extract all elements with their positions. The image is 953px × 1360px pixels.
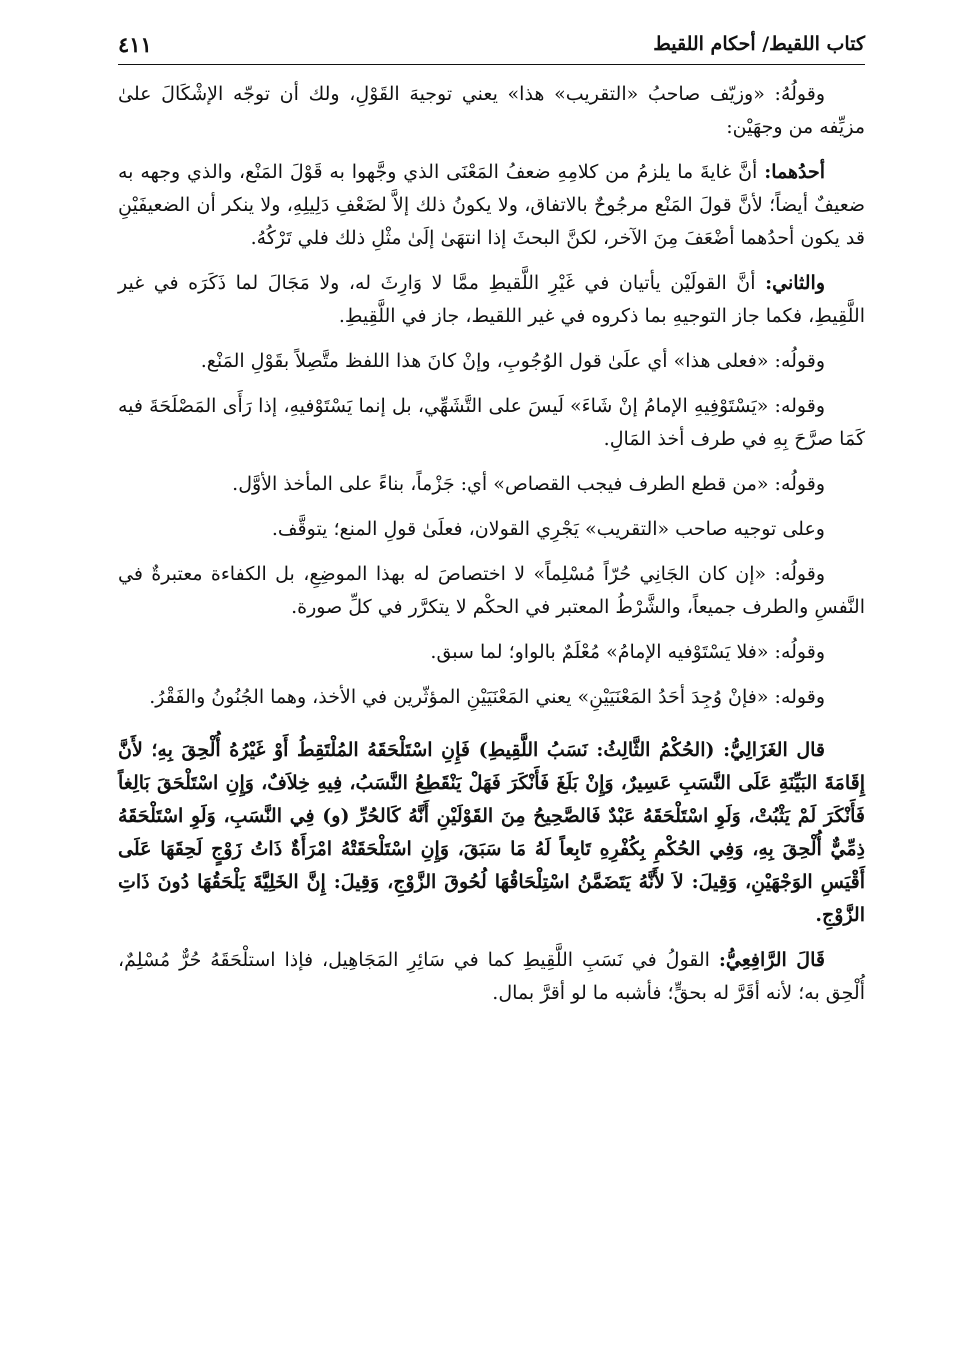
paragraph-text: وقولُهُ: «وزيّف صاحبُ «التقريب» هذا» يعني توجيهَ القَوْلِ، ولك أن توجّه الإشْكَالَ علىٰ مزيِّفه من وجهَيْن: xyxy=(118,83,865,138)
page-body xyxy=(118,78,865,1022)
paragraph-text: وقولُه: «فلا يَسْتَوْفيه الإمامُ» مُعْلَمٌ بالواو؛ لما سبق. xyxy=(430,641,825,663)
paragraph xyxy=(118,267,865,333)
section-text: (الحُكْمُ الثَّالِثُ: نَسَبُ اللَّقِيطِ) فَإِنِ اسْتَلْحَقَهُ المُلْتَقِطُ أَوْ غَيْرُهُ أُلْحِقَ بِهِ؛ لأَنَّ إِقَامَةَ البَيِّنَةِ عَلَى النَّسَبِ عَسِيرٌ، وَإِنْ بَلَغَ فَأَنْكَرَ فَهَلْ يَنْقَطِعُ النَّسَبُ، فِيهِ خِلاَفٌ، وَإِنِ اسْتَلْحَقَ بَالِغاً فَأَنْكَرَ لَمْ يَثْبُتْ، وَلَوِ اسْتَلْحَقَهُ عَبْدٌ فَالصَّحِيحُ مِنَ القَوْلَيْنِ أَنَّهُ كَالحُرِّ (و) فِي النَّسَبِ، وَلَوِ اسْتَلْحَقَهُ ذِمِّيٌّ أُلْحِقَ بِهِ، وَفِي الحُكْمِ بِكُفْرِهِ تَابِعاً لَهُ مَا سَبَقَ، وَإِنِ اسْتَلْحَقَتْهُ امْرَأَةٌ ذَاتُ زَوْجٍ لَحِقَهَا عَلَى أَقْيَسِ الوَجْهَيْنِ، وَقِيلَ: لاَ لأَنَّهُ يَتَضَمَّنُ اسْتِلْحَاقُهَا لُحُوقَ الزَّوْجِ، وَقِيلَ: إِنَّ الخَلِيَّةَ يَلْحَقُهَا دُونَ ذَاتِ الزَّوْجِ. xyxy=(118,739,865,926)
section-lead: قال الغَزَالِيُّ: xyxy=(723,739,825,761)
paragraph-text: وقوله: «فإنْ وُجِدَ أحَدُ المَعْنَيَيْنِ» يعني المَعْنَيَيْنِ المؤثّرين في الأخذ، وهما الجُنُونُ والفَقْرُ. xyxy=(149,686,825,708)
commentary-text: القولُ في نَسَبِ اللَّقِيطِ كما في سَائِرِ المَجَاهِيل، فإذا استلْحَقَهُ حُرٌّ مُسْلِمٌ، أُلْحِق به؛ لأنه أقَرَّ له بحقٍّ؛ فأشبه ما لو أقرَّ بمال. xyxy=(118,949,865,1004)
section-spacer xyxy=(118,726,865,734)
paragraph xyxy=(118,636,865,669)
rafii-commentary xyxy=(118,944,865,1010)
paragraph-text: وقولُه: «فعلى هذا» أي علَىٰ قول الوُجُوبِ، وإنْ كانَ هذا اللفظ متَّصِلاً بقَوْلِ المَنْع. xyxy=(200,350,825,372)
page-header xyxy=(118,24,865,65)
ghazali-section xyxy=(118,734,865,932)
paragraph xyxy=(118,513,865,546)
paragraph xyxy=(118,558,865,624)
running-title: كتاب اللقيط/ أحكام اللقيط xyxy=(653,33,865,55)
paragraph xyxy=(118,345,865,378)
paragraph-text: أنَّ غايةَ ما يلزمُ من كلامِهِ ضعفُ المَعْنَى الذي وجَّهوا به قَوْلَ المَنْع، والذي وجهه به ضعيفٌ أيضاً؛ لأنَّ قولَ المَنْع مرجُوحٌ بالاتفاق، ولا يكونُ ذلك إلاَّ لضَعْفِ دَلِيلِهِ، ولا ينكر أن الضعيفَيْنِ قد يكون أحدُهما أضْعَفَ مِنَ الآخر، لكنَّ البحثَ إذا انتهَىٰ إلَىٰ مثْلِ ذلك فلي تَرْكُهُ. xyxy=(118,161,865,249)
paragraph-lead: والثاني: xyxy=(765,272,825,294)
paragraph-text: وقولُه: «من قطع الطرف فيجب القصاص» أي: جَزْماً، بناءً على المأخذ الأوَّل. xyxy=(232,473,825,495)
paragraph-text: وقولُه: «إن كان الجَانِي حُرّاً مُسْلِماً» لا اختصاصَ له بهذا الموضِعِ، بل الكفاءة معتبرةٌ في النَّفسِ والطرف جميعاً، والشَّرْطُ المعتبر في الحكْم لا يتكرَّر في كلِّ صورة. xyxy=(118,563,865,618)
paragraph xyxy=(118,468,865,501)
paragraph xyxy=(118,390,865,456)
paragraph-text: وعلى توجيه صاحب «التقريب» يَجْرِي القولان، فعلَىٰ قولِ المنع؛ يتوقَّف. xyxy=(271,518,825,540)
commentary-lead: قَالَ الرَّافِعِيُّ: xyxy=(718,949,825,971)
paragraph-lead: أحدُهما: xyxy=(764,161,825,183)
paragraph xyxy=(118,78,865,144)
paragraph xyxy=(118,681,865,714)
page-number: ٤١١ xyxy=(118,31,152,57)
paragraph-text: وقوله: «يَسْتَوْفِيهِ الإمامُ إنْ شَاءَ» لَيسَ على التَّشَهِّي، بل إنما يَسْتَوْفيهِ، إذا رَأَى المَصْلَحَةَ فيه كَمَا صرَّحَ بِهِ في طرف أخذ المَالِ. xyxy=(118,395,865,450)
paragraph-text: أنَّ القولَيْن يأتيان في غَيْرِ اللَّقيطِ ممَّا لا وَارِثَ له، ولا مَجَالَ لما ذَكَرَه في غير اللَّقِيطِ، فكما جاز التوجيهِ بما ذكروه في غير اللقيط، جاز في اللَّقِيطِ. xyxy=(118,272,865,327)
paragraph xyxy=(118,156,865,255)
